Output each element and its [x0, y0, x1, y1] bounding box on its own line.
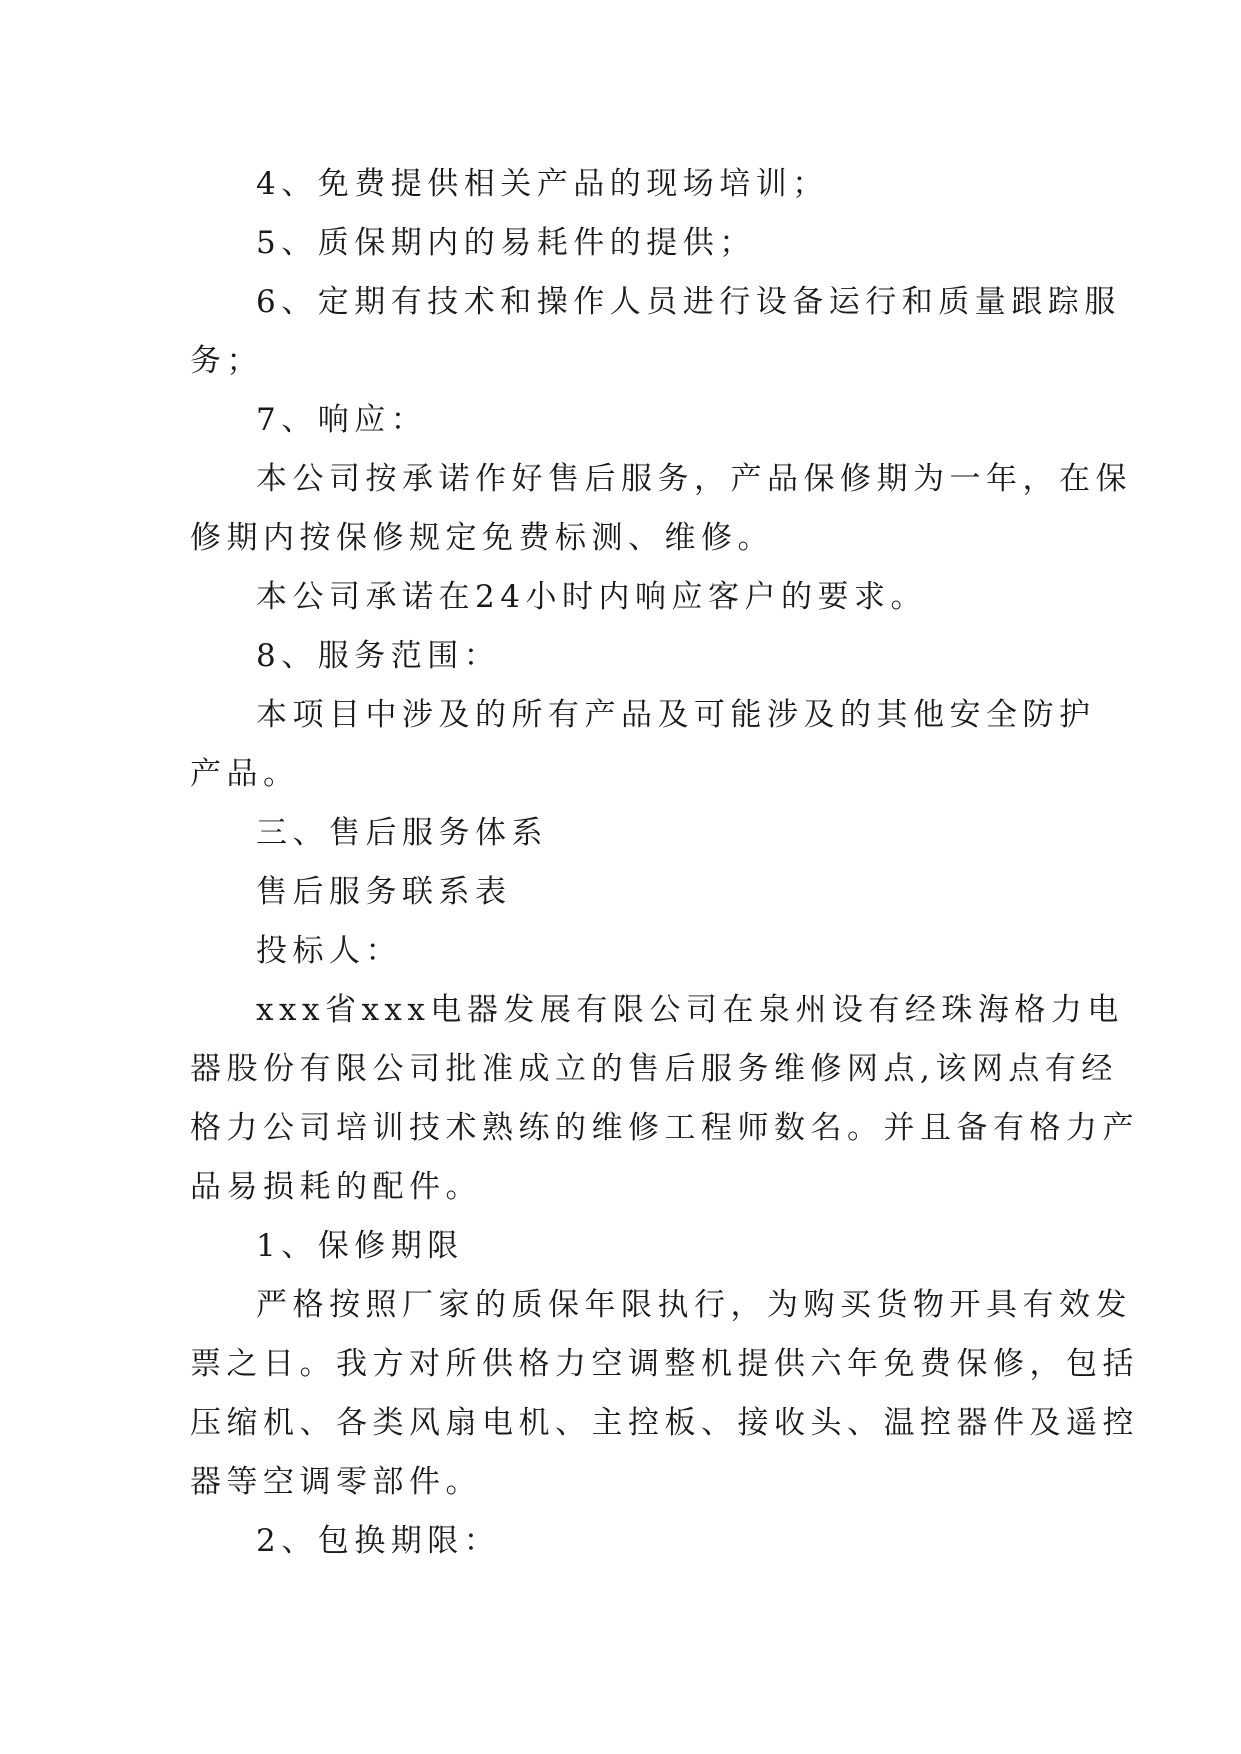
doc-line-warranty-period-body: 严格按照厂家的质保年限执行，为购买货物开具有效发	[256, 1287, 1132, 1323]
doc-line-section-three-heading: 三、售后服务体系	[256, 815, 548, 851]
doc-line-item-6-cont: 务；	[190, 343, 263, 379]
doc-line-item-8-heading: 8、服务范围：	[256, 638, 501, 674]
doc-line-replacement-period-heading: 2、包换期限：	[256, 1523, 501, 1559]
doc-line-service-scope-cont: 产品。	[190, 756, 300, 792]
doc-line-warranty-promise-cont: 修期内按保修规定免费标测、维修。	[190, 520, 774, 556]
doc-line-service-scope: 本项目中涉及的所有产品及可能涉及的其他安全防护	[256, 697, 1096, 733]
doc-line-company-intro-cont-1: 器股份有限公司批准成立的售后服务维修网点,该网点有经	[190, 1051, 1118, 1087]
doc-line-warranty-period-body-cont-3: 器等空调零部件。	[190, 1464, 482, 1500]
doc-line-contact-table-title: 售后服务联系表	[256, 874, 512, 910]
doc-line-bidder-label: 投标人：	[256, 933, 402, 969]
doc-line-item-7-heading: 7、响应：	[256, 402, 428, 438]
doc-line-company-intro-cont-3: 品易损耗的配件。	[190, 1169, 482, 1205]
doc-line-company-intro-cont-2: 格力公司培训技术熟练的维修工程师数名。并且备有格力产	[190, 1110, 1139, 1146]
doc-line-company-intro: xxx省xxx电器发展有限公司在泉州设有经珠海格力电	[256, 992, 1124, 1028]
doc-line-response-time: 本公司承诺在24小时内响应客户的要求。	[256, 579, 927, 615]
doc-line-warranty-period-heading: 1、保修期限	[256, 1228, 464, 1264]
doc-line-item-6: 6、定期有技术和操作人员进行设备运行和质量跟踪服	[256, 284, 1121, 320]
doc-line-warranty-period-body-cont-2: 压缩机、各类风扇电机、主控板、接收头、温控器件及遥控	[190, 1405, 1139, 1441]
doc-line-warranty-promise: 本公司按承诺作好售后服务，产品保修期为一年，在保	[256, 461, 1132, 497]
doc-line-item-5: 5、质保期内的易耗件的提供；	[256, 225, 756, 261]
doc-line-warranty-period-body-cont-1: 票之日。我方对所供格力空调整机提供六年免费保修，包括	[190, 1346, 1139, 1382]
doc-line-item-4: 4、免费提供相关产品的现场培训；	[256, 166, 829, 202]
